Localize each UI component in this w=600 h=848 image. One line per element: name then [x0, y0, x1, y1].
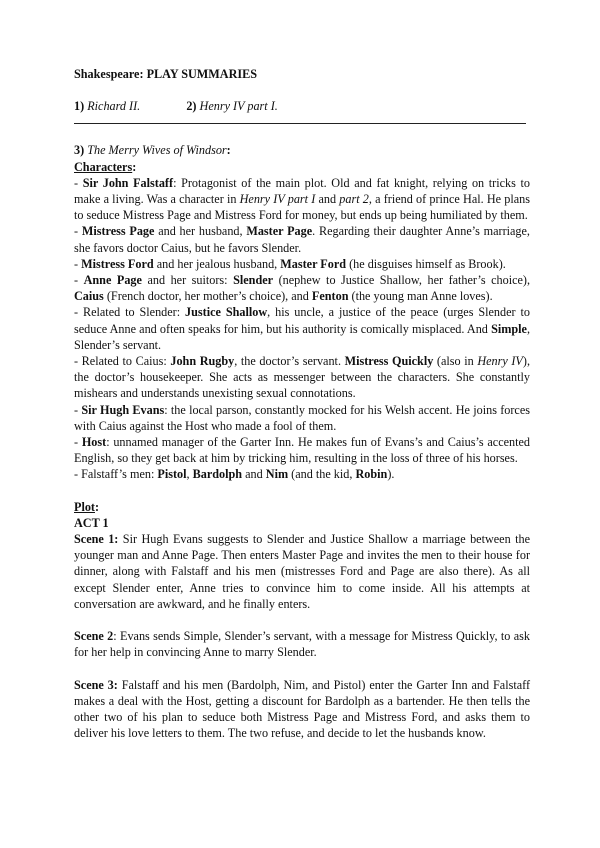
section-3-heading: [74, 142, 530, 158]
character-entry: [74, 175, 530, 224]
character-entry-text: and her suitors:: [141, 273, 234, 288]
character-entry-text: Anne Page: [83, 273, 142, 288]
character-entry-text: Caius: [74, 289, 104, 304]
character-entry-text: -: [74, 256, 82, 271]
scene-paragraph-text: Sir Hugh Evans suggests to Slender and Justice Shallow a marriage between the younger man and Anne Page. Then enters Master Page and invites the men to their house for dinner, along with Falstaff and his men (mistresses Ford and Page are also there). As all except Slender enter, Anne tries to convince him to come inside. All his attempts at conversation are awkward, and he finally enters.: [74, 532, 531, 611]
scene-paragraph-text: Scene 1:: [74, 532, 119, 547]
character-entry-text: John Rugby: [170, 354, 235, 369]
play-2-number: 2): [186, 99, 197, 114]
character-entry: [74, 304, 530, 353]
scenes-list: [74, 531, 530, 741]
character-entry-text: Robin: [355, 467, 388, 482]
character-entry-text: : the local parson, constantly mocked for his Welsh accent. He joins forces with Caius against the Host who made a fool of them.: [74, 402, 530, 433]
character-entry-text: Justice Shallow: [185, 305, 268, 320]
character-entry-text: - Falstaff’s men:: [74, 467, 158, 482]
character-entry: [74, 256, 530, 272]
character-entry-text: Master Page: [246, 224, 313, 239]
characters-heading-label: Characters: [74, 159, 133, 174]
character-entry-text: Sir Hugh Evans: [81, 402, 165, 417]
play-1-number: 1): [74, 99, 85, 114]
section-3-number: 3): [74, 143, 85, 158]
character-entry: [74, 272, 530, 304]
character-entry-text: Simple: [491, 321, 527, 336]
section-3-title: The Merry Wives of Windsor: [87, 143, 227, 158]
character-entry-text: Mistress Quickly: [344, 354, 434, 369]
character-entry-text: -: [74, 273, 84, 288]
character-entry-text: and her jealous husband,: [153, 256, 281, 271]
characters-heading: [74, 159, 530, 175]
characters-heading-colon: :: [132, 159, 137, 174]
character-entry-text: and: [242, 467, 266, 482]
document-title: Shakespeare: PLAY SUMMARIES: [74, 67, 258, 81]
character-entry-text: -: [74, 402, 82, 417]
spacer: [74, 82, 530, 98]
character-entry-text: , the doctor’s servant.: [234, 354, 345, 369]
character-entry-text: Nim: [265, 467, 289, 482]
plot-heading-colon: :: [94, 499, 100, 514]
characters-list: [74, 175, 530, 483]
character-entry-text: (the young man Anne loves).: [348, 289, 493, 304]
character-entry: [74, 353, 530, 402]
character-entry-text: Sir John Falstaff: [82, 175, 174, 190]
character-entry-text: Fenton: [311, 289, 349, 304]
character-entry-text: and her husband,: [154, 224, 247, 239]
character-entry-text: . Regarding their daughter Anne’s marriage, she favors doctor Caius, but he favors Slender.: [74, 224, 530, 255]
character-entry-text: - Related to Slender:: [74, 305, 186, 320]
character-entry-text: ,: [186, 467, 193, 482]
character-entry-text: : Protagonist of the main plot. Old and fat knight, relying on tricks to make a living. Was a character in: [74, 175, 530, 207]
character-entry-text: -: [74, 224, 82, 239]
character-entry-text: Mistress Page: [81, 224, 155, 239]
character-entry-text: Henry IV part I: [239, 192, 316, 207]
scene-paragraph: [74, 531, 530, 612]
character-entry-text: (he disguises himself as Brook).: [346, 256, 506, 271]
character-entry-text: Host: [81, 435, 107, 450]
character-entry-text: - Related to Caius:: [74, 354, 171, 369]
play-2-title: Henry IV part I.: [199, 99, 278, 114]
character-entry-text: Master Ford: [280, 256, 347, 271]
section-3-colon: :: [226, 143, 231, 158]
plays-line: [74, 98, 530, 114]
plot-heading: [74, 499, 530, 515]
character-entry-text: ).: [387, 467, 395, 482]
play-1-title: Richard II.: [87, 99, 141, 114]
scene-paragraph-text: Scene 2: [74, 629, 114, 644]
character-entry-text: and: [315, 192, 340, 207]
character-entry-text: , a friend of prince Hal. He plans to seduce Mistress Page and Mistress Ford for money, but ends up being humiliated by them.: [74, 192, 530, 223]
character-entry: [74, 466, 530, 482]
character-entry-text: (French doctor, her mother’s choice), and: [103, 289, 312, 304]
character-entry-text: , Slender’s servant.: [74, 321, 530, 352]
character-entry-text: : unnamed manager of the Garter Inn. He makes fun of Evans’s and Caius’s accented English, so they get back at him by tricking him, resulting in the loss of three of his horses.: [74, 435, 530, 466]
document-page: [74, 66, 530, 741]
act-heading: ACT 1: [74, 515, 109, 530]
character-entry-text: -: [74, 435, 82, 450]
character-entry-text: -: [74, 175, 83, 190]
character-entry-text: Mistress Ford: [81, 256, 154, 271]
character-entry-text: Bardolph: [192, 467, 243, 482]
character-entry-text: (and the kid,: [288, 467, 356, 482]
character-entry: [74, 402, 530, 434]
character-entry: [74, 434, 530, 466]
character-entry-text: ), the doctor’s housekeeper. She acts as messenger between the characters. She constantly mishears and understands unexisting sexual connotations.: [74, 354, 530, 401]
character-entry-text: Henry IV: [477, 354, 523, 369]
scene-paragraph: [74, 628, 530, 660]
character-entry-text: part 2: [339, 192, 369, 207]
scene-paragraph-text: Scene 3:: [74, 677, 118, 692]
character-entry-text: Pistol: [157, 467, 187, 482]
plot-heading-label: Plot: [74, 499, 95, 514]
character-entry-text: , his uncle, a justice of the peace (urges Slender to seduce Anne and often speaks for him, but his authority is comically misplaced. And: [74, 305, 530, 336]
character-entry-text: (also in: [433, 354, 478, 369]
scene-paragraph-text: Falstaff and his men (Bardolph, Nim, and Pistol) enter the Garter Inn and Falstaff makes a deal with the Host, getting a discount for Bardolph as a bartender. He then tells the other two of his plan to seduce both Mistress Page and Mistress Ford, and asks them to deliver his love letters to them. The two refuse, and decide to let the husbands know.: [74, 677, 531, 741]
scene-paragraph: [74, 677, 530, 742]
character-entry-text: (nephew to Justice Shallow, her father’s choice),: [273, 273, 531, 288]
character-entry: [74, 223, 530, 255]
scene-paragraph-text: : Evans sends Simple, Slender’s servant, with a message for Mistress Quickly, to ask for her help in convincing Anne to marry Slender.: [74, 629, 530, 660]
character-entry-text: Slender: [233, 273, 274, 288]
